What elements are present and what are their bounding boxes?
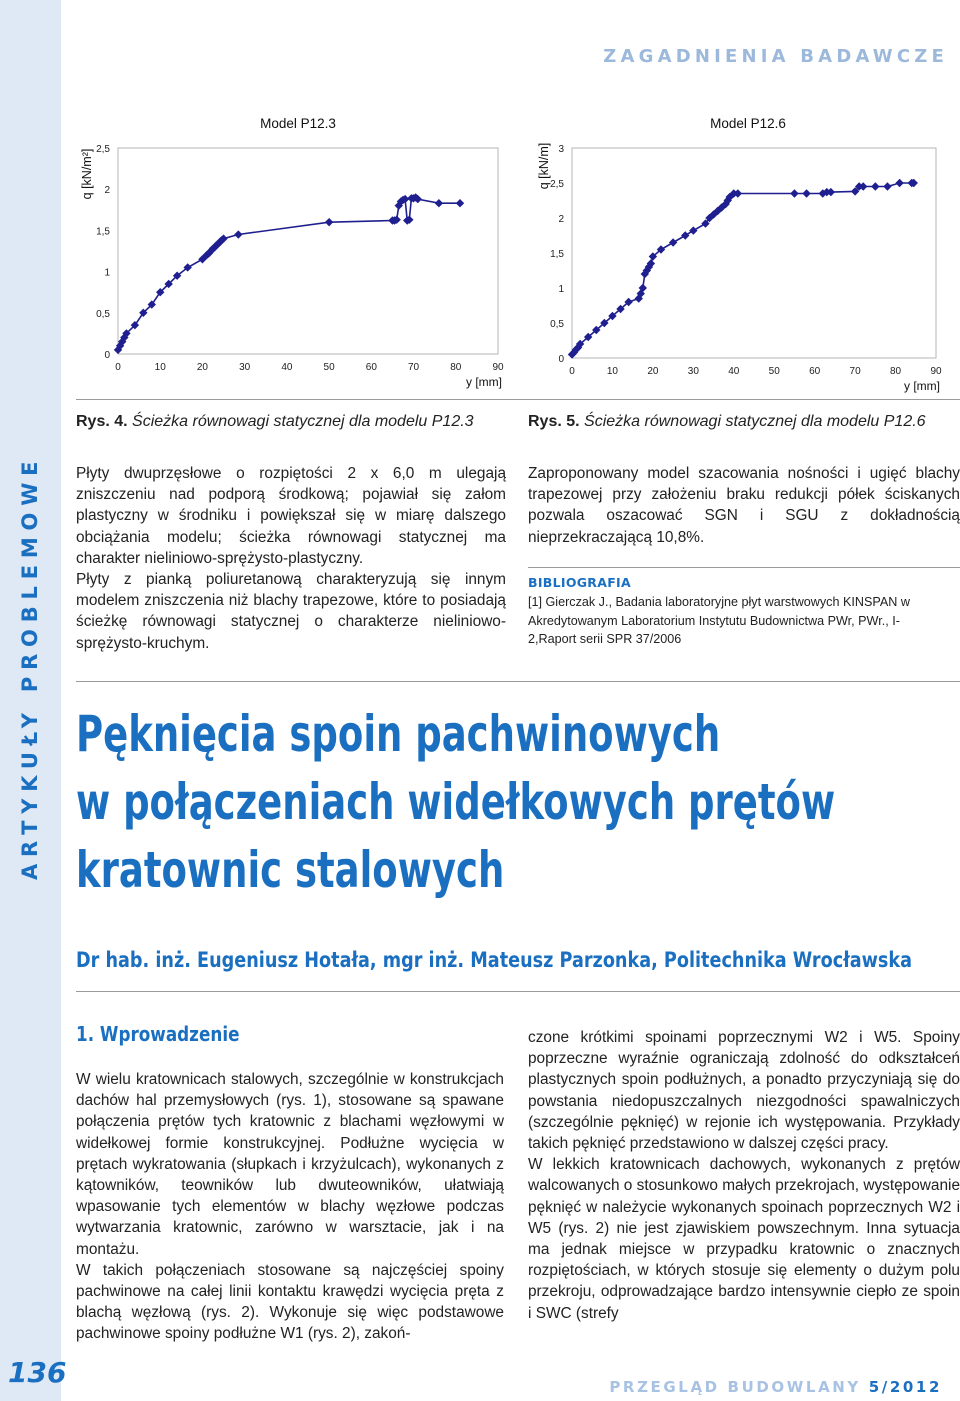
article-left-column	[76, 1069, 504, 1345]
chart-p12-3-svg	[78, 112, 508, 394]
y-tick-label: 0	[104, 350, 110, 361]
title-line: Pęknięcia spoin pachwinowych	[76, 705, 721, 763]
data-point	[325, 218, 333, 226]
bibliography-heading: BIBLIOGRAFIA	[528, 575, 631, 590]
paragraph: W wielu kratownicach stalowych, szczególnie w konstrukcjach dachów hal przemysłowych (rys. 1), stosowane są spawane połączenia prętów tych kratownic z blachami węzłowymi w widełkowej formie konstrukcyjnej. Podłużne wycięcia w prętach wykratowania (słupkach i krzyżulcach), wykonanych z kątowników, teowników lub dwuteowników, ułatwiają wpasowanie tych elementów w blachy węzłowe podczas wytwarzania kratownic, zarówno w warsztacie, jak i na montażu.	[76, 1071, 504, 1258]
x-tick-label: 80	[450, 362, 462, 373]
journal-name: PRZEGLĄD BUDOWLANY	[609, 1378, 861, 1396]
divider-biblio	[528, 567, 960, 568]
y-tick-label: 1,5	[550, 249, 564, 260]
data-point	[790, 189, 798, 197]
paragraph: W lekkich kratownicach dachowych, wykonanych z prętów walcowanych o stosunkowo małych przekrojach, występowanie pęknięć w należycie wykonanych spoinach poprzecznych W2 i W5 (rys. 2) nie jest zjawiskiem powszechnym. Inna sytuacja ma jednak miejsce w przypadku kratownic o znacznych rozpiętościach, w których stosuje się elementy o dużym polu przekroju, odprowadzające bardzo intensywnie ciepło ze spoin i SWC (strefy	[528, 1156, 960, 1322]
series-line	[572, 183, 914, 355]
x-axis-label: y [mm]	[904, 379, 940, 393]
x-tick-label: 0	[115, 362, 121, 373]
journal-issue: 5/2012	[868, 1378, 942, 1396]
section-heading: 1. Wprowadzenie	[76, 1022, 240, 1046]
x-tick-label: 90	[492, 362, 504, 373]
x-tick-label: 40	[728, 366, 740, 377]
x-tick-label: 50	[768, 366, 780, 377]
x-tick-label: 40	[281, 362, 293, 373]
x-tick-label: 30	[239, 362, 251, 373]
x-tick-label: 30	[687, 366, 699, 377]
x-tick-label: 70	[407, 362, 420, 373]
data-point	[802, 189, 810, 197]
bibliography-entry: [1] Gierczak J., Badania laboratoryjne płyt warstwowych KINSPAN w Akredytowanym Laboratorium Instytutu Budownictwa PWr, PWr., I-2,Raport serii SPR 37/2006	[528, 595, 910, 647]
y-tick-label: 1	[558, 284, 564, 295]
title-line: kratownic stalowych	[76, 841, 505, 899]
y-tick-label: 0,5	[550, 319, 564, 330]
section-label: ARTYKUŁY PROBLEMOWE	[18, 454, 42, 880]
authors: Dr hab. inż. Eugeniusz Hotała, mgr inż. Mateusz Parzonka, Politechnika Wrocławska	[76, 948, 913, 973]
paragraph: czone krótkimi spoinami poprzecznymi W2 i W5. Spoiny poprzeczne wyraźnie ograniczają zdolność do odkształceń plastycznych spoin podłużnych, a ponadto przyczyniają się do powstania niedopuszczalnych niezgodności spawalniczych (szczególnie pęknięć) w rejonie ich występowania. Przykłady takich pęknięć przedstawiono w dalszej części pracy.	[528, 1029, 960, 1153]
x-tick-label: 0	[569, 366, 575, 377]
x-tick-label: 60	[365, 362, 377, 373]
y-tick-label: 2,5	[96, 144, 110, 155]
x-tick-label: 10	[154, 362, 166, 373]
data-point	[883, 182, 891, 190]
figure-5-caption	[528, 413, 926, 431]
x-tick-label: 60	[809, 366, 821, 377]
data-point	[234, 230, 242, 238]
divider-figures	[76, 399, 960, 400]
chart-title: Model P12.3	[260, 116, 336, 131]
x-tick-label: 20	[647, 366, 659, 377]
bibliography-list	[528, 593, 948, 649]
x-tick-label: 50	[323, 362, 335, 373]
figure-4-number: Rys. 4.	[76, 413, 128, 430]
left-column-top	[76, 463, 506, 654]
data-point	[871, 182, 879, 190]
chart-p12-6-svg	[528, 112, 948, 394]
plot-area	[572, 148, 936, 358]
divider-authors	[76, 991, 960, 992]
title-line: w połączeniach widełkowych prętów	[76, 773, 836, 831]
y-axis-label: q [kN/m]	[537, 142, 551, 190]
x-axis-label: y [mm]	[466, 375, 502, 389]
figure-5-text: Ścieżka równowagi statycznej dla modelu P12.6	[584, 413, 926, 430]
chart-title: Model P12.6	[710, 116, 786, 131]
y-tick-label: 1,5	[96, 226, 110, 238]
paragraph: W takich połączeniach stosowane są najczęściej spoiny pachwinowe na całej linii kontaktu krawędzi wycięcia pręta z blachą węzłową (rys. 2). Wykonuje się więc podstawowe pachwinowe spoiny podłużne W1 (rys. 2), zakoń-	[76, 1261, 504, 1343]
x-tick-label: 80	[889, 366, 902, 377]
y-tick-label: 3	[558, 144, 564, 155]
chart-p12-6	[528, 112, 948, 399]
page-number: 136	[8, 1356, 67, 1389]
article-right-column	[528, 1027, 960, 1324]
paragraph: Płyty z pianką poliuretanową charakteryzują się innym modelem zniszczenia niż blachy trapezowe, które to posiadają ścieżkę równowagi statycznej o charakterze nieliniowo-sprężysto-kruchym.	[76, 571, 506, 652]
y-tick-label: 0	[558, 354, 564, 365]
figure-4-text: Ścieżka równowagi statycznej dla modelu P12.3	[132, 413, 474, 430]
divider-article	[76, 681, 960, 682]
right-column-top	[528, 463, 960, 548]
data-point	[456, 199, 464, 207]
article-title	[76, 700, 934, 904]
figure-5-number: Rys. 5.	[528, 413, 580, 430]
data-point	[435, 199, 443, 207]
figure-4-caption	[76, 413, 474, 431]
paragraph: Zaproponowany model szacowania nośności i ugięć blachy trapezowej przy założeniu braku redukcji półek ściskanych pozwala oszacować SGN i SGU z dokładnością nieprzekraczającą 10,8%.	[528, 465, 960, 546]
y-tick-label: 2	[104, 185, 110, 197]
plot-area	[118, 148, 498, 354]
section-header: ZAGADNIENIA BADAWCZE	[603, 46, 948, 67]
x-tick-label: 20	[196, 362, 209, 373]
chart-p12-3	[78, 112, 508, 399]
x-tick-label: 70	[849, 366, 861, 377]
y-tick-label: 2,5	[550, 179, 564, 190]
sidebar	[0, 0, 67, 1401]
data-point	[895, 179, 903, 187]
paragraph: Płyty dwuprzęsłowe o rozpiętości 2 x 6,0 m ulegają zniszczeniu nad podporą środkową; pojawiał się załom plastyczny w środniku i powiększał się w miarę dalszego obciążania modelu; ścieżka równowagi statycznej ma charakter nieliniowo-sprężysto-plastyczny.	[76, 465, 506, 567]
x-tick-label: 10	[606, 366, 619, 377]
data-point	[681, 231, 689, 239]
footer	[609, 1378, 942, 1396]
y-tick-label: 1	[104, 267, 110, 279]
data-point	[669, 238, 677, 246]
y-tick-label: 0,5	[96, 308, 110, 320]
y-tick-label: 2	[558, 214, 564, 225]
x-tick-label: 90	[930, 366, 942, 377]
data-point	[689, 226, 697, 234]
y-axis-label: q [kN/m²]	[80, 148, 94, 200]
